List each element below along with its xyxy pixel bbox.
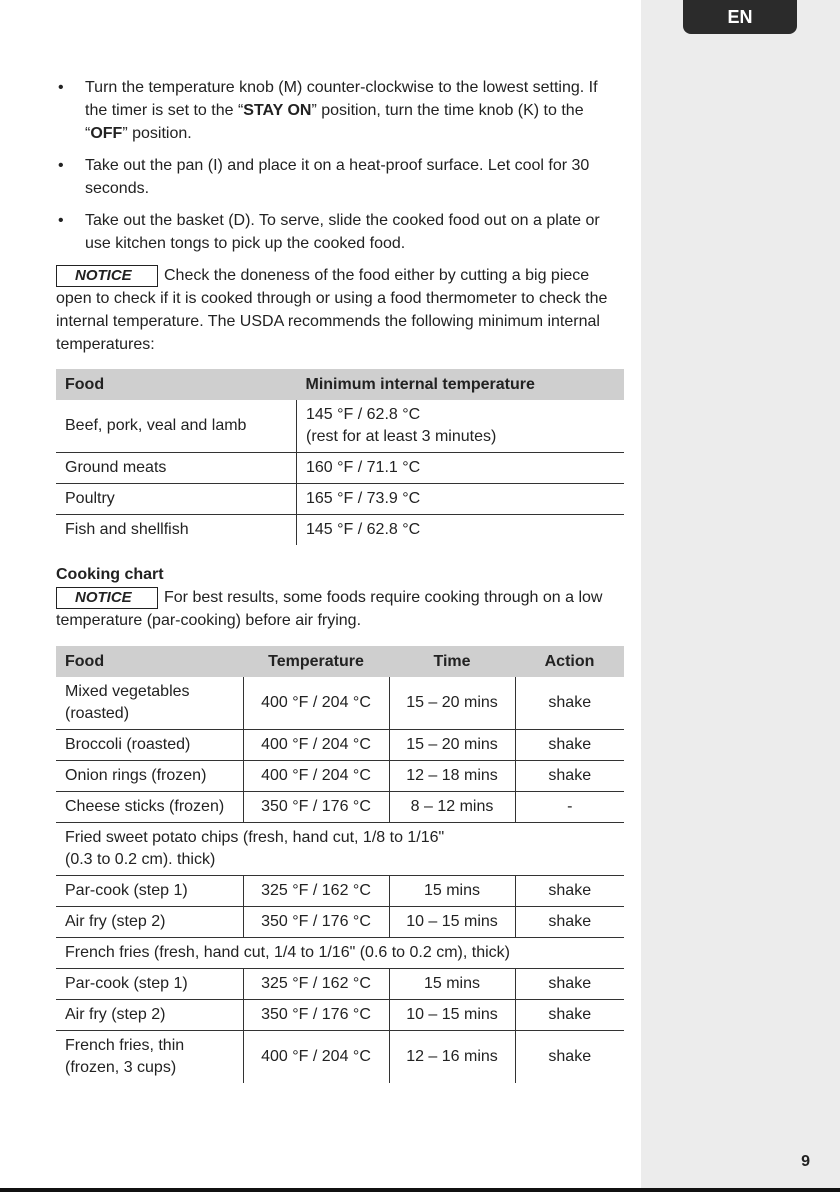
- table-row: [56, 453, 624, 484]
- group-heading-cell: French fries (fresh, hand cut, 1/4 to 1/16" (0.6 to 0.2 cm), thick): [56, 938, 624, 969]
- list-item: [56, 209, 624, 255]
- food-cell: Broccoli (roasted): [56, 730, 243, 761]
- time-cell: 15 – 20 mins: [389, 677, 515, 730]
- section-heading: Cooking chart: [56, 566, 164, 583]
- step-text: Turn the temperature knob (M) counter-clockwise to the lowest setting. If the timer is set to the “: [85, 79, 598, 119]
- food-cell: Par-cook (step 1): [56, 969, 243, 1000]
- column-header: Minimum internal temperature: [297, 369, 625, 400]
- food-cell: Air fry (step 2): [56, 1000, 243, 1031]
- side-margin-panel: [641, 0, 840, 1192]
- time-cell: 12 – 18 mins: [389, 761, 515, 792]
- notice-paragraph: [56, 586, 624, 632]
- action-cell: shake: [515, 761, 624, 792]
- table-row: [56, 1031, 624, 1084]
- page-number: 9: [801, 1153, 810, 1170]
- action-cell: shake: [515, 969, 624, 1000]
- food-cell: Par-cook (step 1): [56, 876, 243, 907]
- internal-temperature-table: [56, 369, 624, 545]
- temperature-cell: 400 °F / 204 °C: [243, 761, 389, 792]
- step-text: ” position, turn the time knob (K) to the “: [85, 102, 584, 142]
- food-cell: Air fry (step 2): [56, 907, 243, 938]
- food-cell: Mixed vegetables (roasted): [56, 677, 243, 730]
- table-row: [56, 761, 624, 792]
- temperature-cell: 400 °F / 204 °C: [243, 677, 389, 730]
- temperature-cell: 350 °F / 176 °C: [243, 907, 389, 938]
- list-item: [56, 154, 624, 200]
- temperature-cell: 400 °F / 204 °C: [243, 1031, 389, 1084]
- temperature-cell: 400 °F / 204 °C: [243, 730, 389, 761]
- time-cell: 15 mins: [389, 969, 515, 1000]
- table-row: [56, 969, 624, 1000]
- step-text: ” position.: [122, 125, 192, 142]
- language-tab: EN: [683, 0, 797, 34]
- temperature-cell: 350 °F / 176 °C: [243, 792, 389, 823]
- action-cell: -: [515, 792, 624, 823]
- table-row: [56, 876, 624, 907]
- group-heading-cell: Fried sweet potato chips (fresh, hand cut, 1/8 to 1/16" (0.3 to 0.2 cm). thick): [56, 823, 624, 876]
- action-cell: shake: [515, 876, 624, 907]
- column-header: Action: [515, 646, 624, 677]
- temperature-cell: 165 °F / 73.9 °C: [297, 484, 625, 515]
- table-row: [56, 907, 624, 938]
- time-cell: 8 – 12 mins: [389, 792, 515, 823]
- action-cell: shake: [515, 1031, 624, 1084]
- step-emphasis: OFF: [90, 125, 123, 142]
- temperature-cell: 160 °F / 71.1 °C: [297, 453, 625, 484]
- food-cell: French fries, thin (frozen, 3 cups): [65, 1037, 185, 1076]
- table-row: [56, 730, 624, 761]
- bottom-rule: [0, 1188, 840, 1192]
- table-group-row: [56, 938, 624, 969]
- step-emphasis: STAY ON: [243, 102, 312, 119]
- temperature-cell: 350 °F / 176 °C: [243, 1000, 389, 1031]
- food-cell: Beef, pork, veal and lamb: [56, 400, 297, 453]
- time-cell: 10 – 15 mins: [389, 1000, 515, 1031]
- table-row: [56, 400, 624, 453]
- food-cell: Cheese sticks (frozen): [56, 792, 243, 823]
- food-cell: Poultry: [56, 484, 297, 515]
- temperature-note: (rest for at least 3 minutes): [306, 428, 497, 445]
- step-text: Take out the pan (I) and place it on a heat-proof surface. Let cool for 30 seconds.: [85, 157, 590, 197]
- time-cell: 15 mins: [389, 876, 515, 907]
- time-cell: 15 – 20 mins: [389, 730, 515, 761]
- notice-label: NOTICE: [56, 265, 158, 287]
- table-row: [56, 484, 624, 515]
- instruction-list: [56, 76, 624, 255]
- column-header: Time: [389, 646, 515, 677]
- time-cell: 10 – 15 mins: [389, 907, 515, 938]
- table-header-row: [56, 369, 624, 400]
- food-cell: Fish and shellfish: [56, 515, 297, 546]
- column-header: Temperature: [243, 646, 389, 677]
- temperature-cell: 325 °F / 162 °C: [243, 876, 389, 907]
- cooking-chart-table: [56, 646, 624, 1083]
- column-header: Food: [56, 646, 243, 677]
- table-row: [56, 1000, 624, 1031]
- column-header: Food: [56, 369, 297, 400]
- table-row: [56, 515, 624, 546]
- temperature-cell: 325 °F / 162 °C: [243, 969, 389, 1000]
- temperature-value: 145 °F / 62.8 °C: [306, 406, 421, 423]
- table-row: [56, 677, 624, 730]
- notice-text: Check the doneness of the food either by cutting a big piece open to check if it is cooked through or using a food thermometer to check the internal temperature. The USDA recommends the following minimum internal temperatures:: [56, 267, 608, 353]
- list-item: [56, 76, 624, 145]
- action-cell: shake: [515, 907, 624, 938]
- food-cell: Ground meats: [56, 453, 297, 484]
- notice-text: For best results, some foods require cooking through on a low temperature (par-cooking) before air frying.: [56, 589, 603, 629]
- notice-paragraph: [56, 264, 624, 356]
- page-content: [56, 76, 624, 1083]
- table-row: [56, 792, 624, 823]
- time-cell: 12 – 16 mins: [389, 1031, 515, 1084]
- action-cell: shake: [515, 1000, 624, 1031]
- temperature-cell: [297, 400, 625, 453]
- food-cell: Onion rings (frozen): [56, 761, 243, 792]
- notice-label: NOTICE: [56, 587, 158, 609]
- table-header-row: [56, 646, 624, 677]
- action-cell: shake: [515, 730, 624, 761]
- step-text: Take out the basket (D). To serve, slide the cooked food out on a plate or use kitchen tongs to pick up the cooked food.: [85, 212, 600, 252]
- table-group-row: [56, 823, 624, 876]
- temperature-cell: 145 °F / 62.8 °C: [306, 521, 421, 538]
- action-cell: shake: [515, 677, 624, 730]
